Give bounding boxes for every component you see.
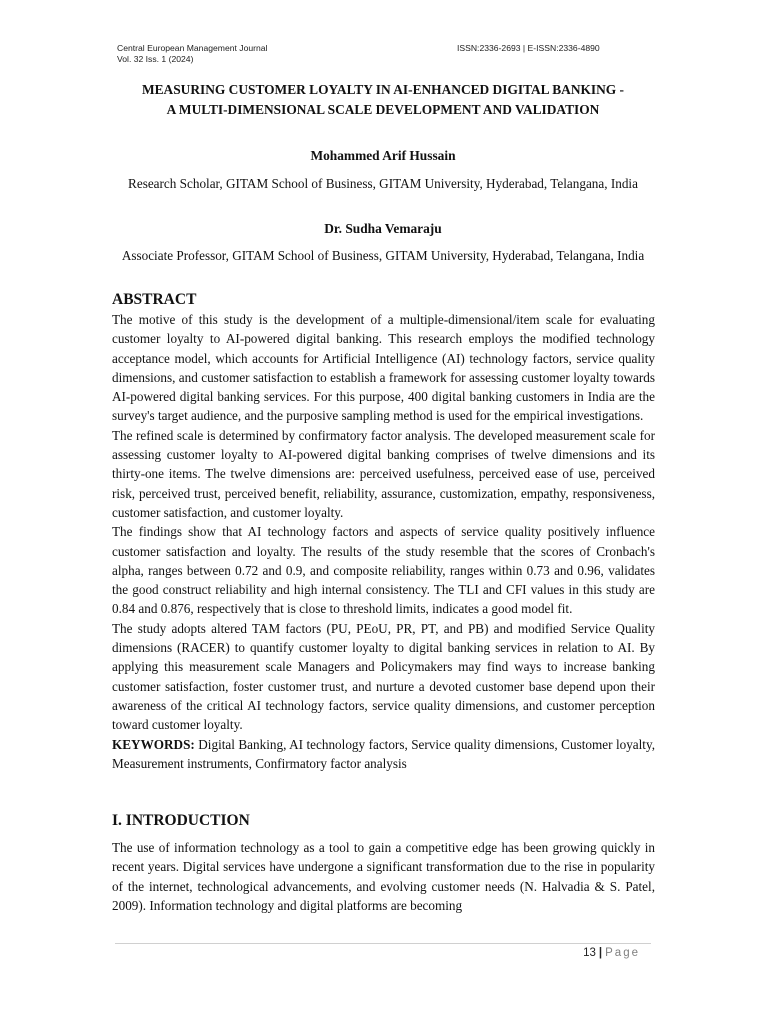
author-affiliation-2: Associate Professor, GITAM School of Business, GITAM University, Hyderabad, Telangana, India [121,248,645,263]
keywords-list: Digital Banking, AI technology factors, Service quality dimensions, Customer loyalty, Measurement instruments, Confirmatory factor analysis [112,736,656,771]
footer-divider [115,943,651,944]
abstract-paragraph: The findings show that AI technology factors and aspects of service quality positively influence customer satisfaction and loyalty. The results of the study resemble that the scores of Cronbach's alpha, ranges between 0.72 and 0.9, and composite reliability, ranges within 0.73 and 0.96, validates the good construct reliability and high internal consistency. The TLI and CFI values in this study are 0.84 and 0.876, respectively that is close to threshold limits, indicates a good model fit. [112,524,655,617]
page-number: 13 [583,947,596,959]
abstract-paragraph: The study adopts altered TAM factors (PU, PEoU, PR, PT, and PB) and modified Service Quality dimensions (RACER) to quantify customer loyalty to digital banking services in relation to AI. By applying this measurement scale Managers and Policymakers may find ways to increase banking customer satisfaction, foster customer trust, and nurture a devoted customer base depend upon their awareness of the critical AI technology factors, service quality dimensions, and customer perception toward customer loyalty. [112,620,655,733]
journal-volume: Vol. 32 Iss. 1 (2024) [117,54,194,64]
abstract-heading: ABSTRACT [112,291,197,308]
keywords [112,735,655,774]
page-footer [583,947,640,959]
journal-name: Central European Management Journal [117,43,268,53]
issn-header: ISSN:2336-2693 | E-ISSN:2336-4890 [457,43,600,53]
author-affiliation-1: Research Scholar, GITAM School of Business, GITAM University, Hyderabad, Telangana, India [128,176,638,191]
footer-separator: | [598,947,603,959]
author-name-2: Dr. Sudha Vemaraju [324,221,442,236]
introduction-heading: I. INTRODUCTION [112,812,250,829]
page-label: Page [605,947,640,959]
title-line-2: A MULTI-DIMENSIONAL SCALE DEVELOPMENT AND VALIDATION [166,102,600,117]
abstract-paragraph: The refined scale is determined by confirmatory factor analysis. The developed measurement scale for assessing customer loyalty to AI-powered digital banking comprises of twelve dimensions and its thirty-one items. The twelve dimensions are: perceived usefulness, perceived ease of use, perceived risk, perceived trust, perceived benefit, reliability, assurance, customization, empathy, responsiveness, customer satisfaction, and customer loyalty. [112,427,655,520]
abstract-paragraph: The motive of this study is the development of a multiple-dimensional/item scale for evaluating customer loyalty to AI-powered digital banking. This research employs the modified technology acceptance model, which accounts for Artificial Intelligence (AI) technology factors, service quality dimensions, and customer satisfaction to establish a framework for assessing customer loyalty towards AI-powered digital banking services. For this purpose, 400 digital banking customers in India are the survey's target audience, and the purposive sampling method is used for the empirical investigations. [112,312,655,424]
paper-title [100,80,666,120]
keywords-label: KEYWORDS: [112,736,195,752]
journal-header [117,43,267,65]
introduction-paragraph: The use of information technology as a tool to gain a competitive edge has been growing quickly in recent years. Digital services have undergone a significant transformation due to the rise in popularity of the internet, technological advancements, and evolving customer needs (N. Halvadia & S. Patel, 2009). Information technology and digital platforms are becoming [112,840,655,913]
author-name-1: Mohammed Arif Hussain [310,148,456,163]
introduction-body [112,838,655,915]
abstract-body [112,310,655,773]
title-line-1: MEASURING CUSTOMER LOYALTY IN AI-ENHANCED DIGITAL BANKING - [141,82,625,97]
